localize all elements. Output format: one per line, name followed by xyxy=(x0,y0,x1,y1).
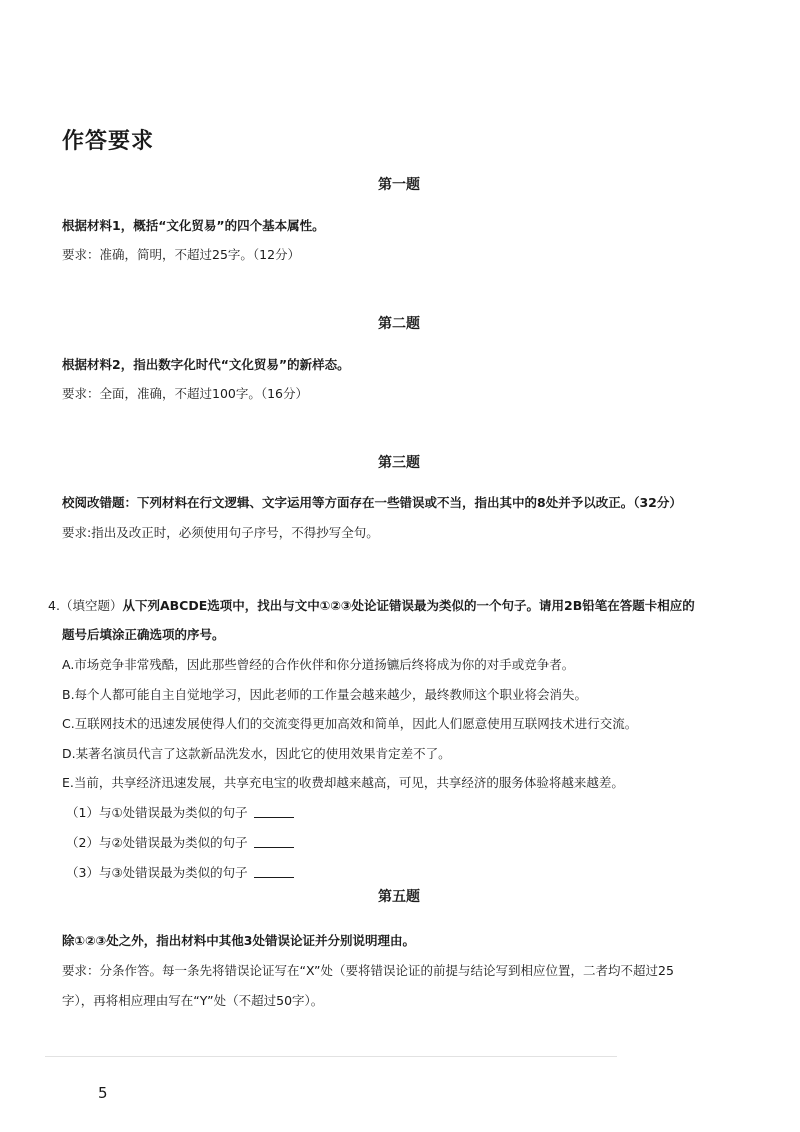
q4-blank-1 xyxy=(66,803,294,821)
q4-blank-2-line[interactable] xyxy=(254,835,294,848)
q4-option-a: A.市场竞争非常残酷，因此那些曾经的合作伙伴和你分道扬镳后终将成为你的对手或竞争者。 xyxy=(62,657,575,672)
q5-requirement-line1: 要求：分条作答。每一条先将错误论证写在“X”处（要将错误论证的前提与结论写到相应位置，二者均不超过25 xyxy=(62,963,674,978)
q4-option-b: B.每个人都可能自主自觉地学习，因此老师的工作量会越来越少，最终教师这个职业将会消失。 xyxy=(62,687,588,702)
q4-stem-line2: 题号后填涂正确选项的序号。 xyxy=(62,627,225,642)
q4-stem-line1 xyxy=(48,595,695,614)
q4-option-e: E.当前，共享经济迅速发展，共享充电宝的收费却越来越高，可见，共享经济的服务体验将越来越差。 xyxy=(62,775,624,790)
page-title: 作答要求 xyxy=(62,129,155,154)
footer-divider xyxy=(45,1056,617,1057)
q4-blank-2-label: （2）与②处错误最为类似的句子 xyxy=(66,835,248,850)
q2-title: 第二题 xyxy=(378,316,420,332)
q3-prompt: 校阅改错题：下列材料在行文逻辑、文字运用等方面存在一些错误或不当，指出其中的8处并予以改正。（32分） xyxy=(62,495,682,510)
q2-prompt: 根据材料2，指出数字化时代“文化贸易”的新样态。 xyxy=(62,357,350,372)
q5-requirement-line2: 字），再将相应理由写在“Y”处（不超过50字）。 xyxy=(62,993,324,1008)
page-number: 5 xyxy=(98,1084,108,1102)
q3-requirement: 要求:指出及改正时，必须使用句子序号，不得抄写全句。 xyxy=(62,525,379,540)
q4-blank-2 xyxy=(66,833,294,851)
q4-option-d: D.某著名演员代言了这款新品洗发水，因此它的使用效果肯定差不了。 xyxy=(62,746,451,761)
q4-stem: 从下列ABCDE选项中，找出与文中①②③处论证错误最为类似的一个句子。请用2B铅笔在答题卡相应的 xyxy=(122,598,695,613)
q4-blank-3 xyxy=(66,863,294,881)
q2-requirement: 要求：全面，准确，不超过100字。（16分） xyxy=(62,386,309,401)
q1-prompt: 根据材料1，概括“文化贸易”的四个基本属性。 xyxy=(62,218,325,233)
q1-title: 第一题 xyxy=(378,177,420,193)
q3-title: 第三题 xyxy=(378,455,420,471)
q4-number: 4. xyxy=(48,598,60,613)
q4-blank-3-line[interactable] xyxy=(254,865,294,878)
q5-title: 第五题 xyxy=(378,889,420,905)
q1-requirement: 要求：准确，简明，不超过25字。（12分） xyxy=(62,247,301,262)
q4-blank-1-line[interactable] xyxy=(254,805,294,818)
q5-prompt: 除①②③处之外，指出材料中其他3处错误论证并分别说明理由。 xyxy=(62,933,415,948)
q4-blank-3-label: （3）与③处错误最为类似的句子 xyxy=(66,865,248,880)
q4-type: （填空题） xyxy=(59,598,123,613)
q4-option-c: C.互联网技术的迅速发展使得人们的交流变得更加高效和简单，因此人们愿意使用互联网技术进行交流。 xyxy=(62,716,638,731)
q4-blank-1-label: （1）与①处错误最为类似的句子 xyxy=(66,805,248,820)
